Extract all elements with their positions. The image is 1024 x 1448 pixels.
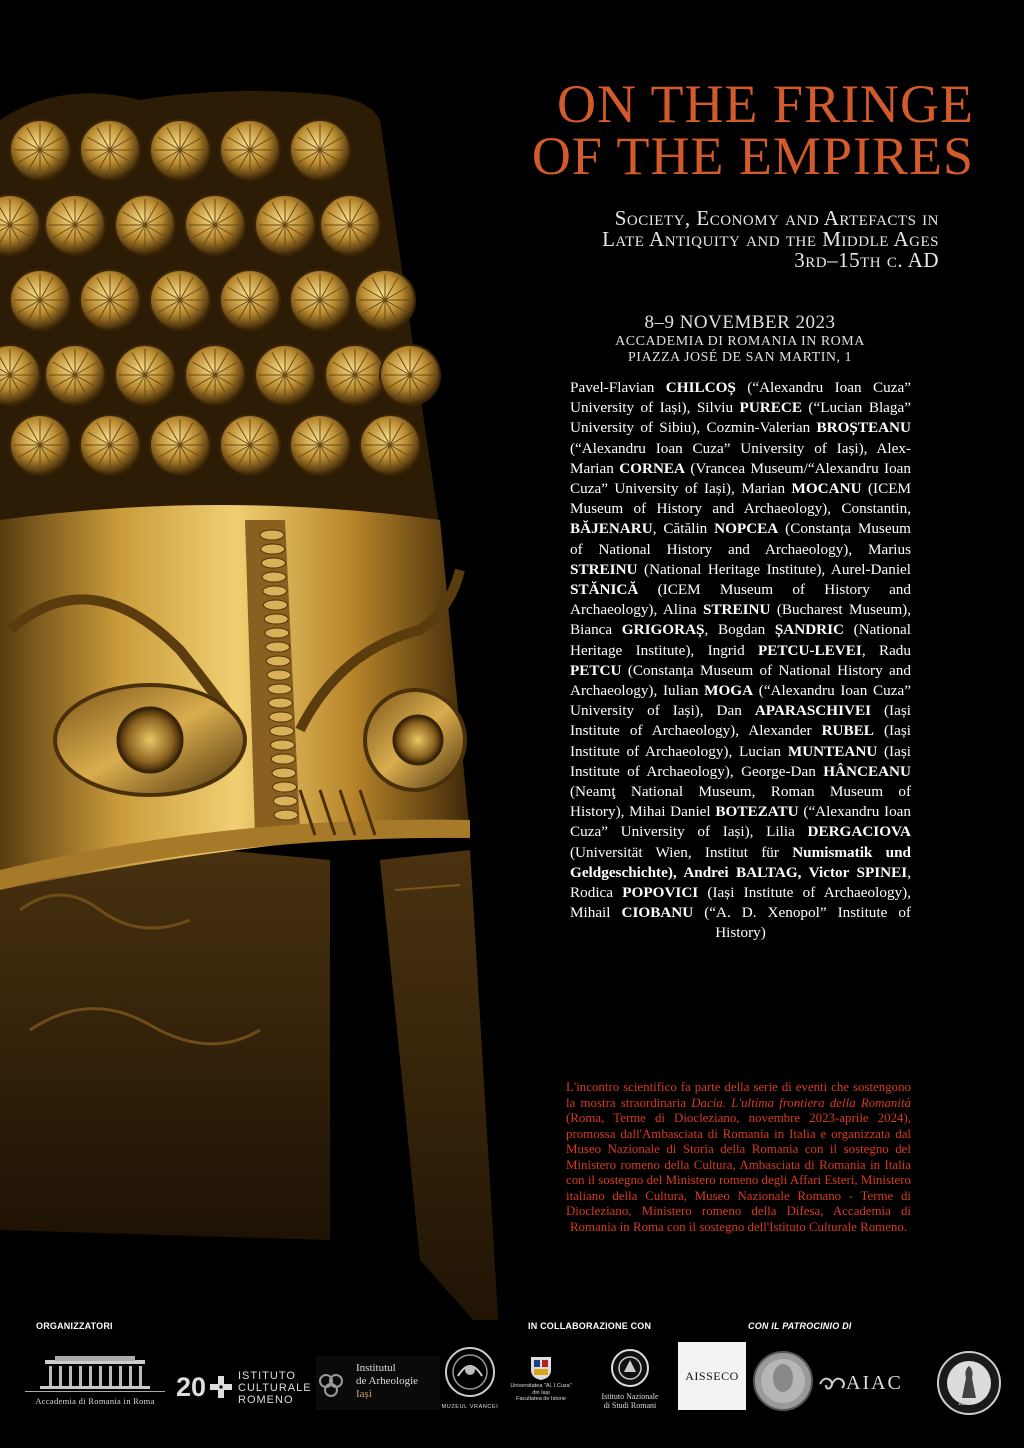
accademia-building-icon	[25, 1354, 165, 1394]
title-line-2: OF THE EMPIRES	[531, 126, 974, 186]
speaker-surname: STĂNICĂ	[570, 581, 639, 599]
coin-logo	[752, 1350, 814, 1412]
conference-subtitle	[419, 208, 939, 271]
strip-bead	[271, 740, 295, 750]
speaker-surname: PETCU	[570, 661, 622, 679]
organizers-label: ORGANIZZATORI	[36, 1321, 113, 1331]
icr-text	[238, 1370, 312, 1406]
speaker-affiliation: ,	[861, 641, 879, 659]
arheologie-line-3: Iași	[356, 1388, 372, 1400]
strip-bead	[264, 600, 288, 610]
speaker-surname: DERGACIOVA	[807, 823, 911, 841]
speaker-given-name: Bianca	[570, 621, 622, 639]
speaker-surname: NOPCEA	[714, 520, 779, 538]
collaboration-label: IN COLLABORAZIONE CON	[528, 1321, 652, 1331]
isr-line-2: di Studi Romani	[603, 1401, 657, 1410]
strip-bead	[262, 572, 286, 582]
speaker-affiliation: (Iași Institute of Archaeology),	[570, 742, 911, 780]
accademia-logo-text: Accademia di Romania in Roma	[35, 1396, 155, 1406]
speaker-list	[570, 378, 911, 944]
speaker-affiliation: (Constanța Museum of National History and Archaeology),	[570, 661, 911, 700]
vrancei-logo	[440, 1346, 500, 1416]
speaker-surname: POPOVICI	[622, 884, 699, 902]
speaker-surname: BĂJENARU	[570, 520, 653, 538]
isr-seal-icon	[610, 1348, 650, 1388]
event-info	[580, 312, 900, 366]
speaker-given-name: Aurel-Daniel	[830, 560, 911, 578]
speaker-given-name: Alex-Marian	[570, 439, 911, 477]
speaker-surname: CHILCOȘ	[665, 379, 736, 396]
speaker-affiliation: (National Heritage Institute),	[637, 560, 831, 578]
isr-text	[590, 1392, 670, 1410]
speaker-given-name: Cozmin-Valerian	[706, 419, 817, 437]
speaker-surname: MOGA	[704, 682, 754, 700]
strip-bead	[266, 642, 290, 652]
icr-number: 20	[176, 1372, 207, 1402]
uaic-crest-icon	[530, 1356, 552, 1380]
gold-helmet-image	[0, 90, 560, 1320]
speaker-affiliation: (Iași Institute of Archaeology),	[570, 702, 911, 740]
speaker-given-name: Mihail	[570, 904, 622, 922]
strip-bead	[268, 684, 292, 694]
speaker-affiliation: (Vrancea Museum/“Alexandru Ioan Cuza” University of Iași),	[570, 459, 911, 498]
speaker-surname: STREINU	[570, 560, 638, 578]
arheologie-line-2: de Arheologie	[356, 1375, 419, 1387]
speaker-affiliation: (Neamţ National Museum, Roman Museum of History),	[570, 783, 911, 821]
strip-bead	[263, 586, 287, 596]
strip-bead	[264, 614, 288, 624]
speaker-surname: Numismatik und Geldgeschichte), Andrei BALTAG, Victor SPINEI	[570, 843, 911, 881]
icr-line-3: ROMENO	[238, 1394, 294, 1406]
aiac-text: AIAC	[846, 1372, 903, 1394]
speaker-given-name: Alexander	[748, 722, 822, 740]
uaic-logo	[506, 1356, 576, 1412]
speaker-affiliation: (Iași Institute of Archaeology),	[698, 884, 911, 902]
subtitle-line-1: Society, Economy and Artefacts in	[614, 206, 939, 230]
speaker-given-name: Alina	[662, 601, 703, 619]
speaker-affiliation: (“Alexandru Ioan Cuza” University of Iași),	[570, 803, 911, 841]
strip-bead	[266, 656, 290, 666]
strip-bead	[274, 810, 298, 820]
speaker-given-name: Ingrid	[707, 641, 758, 659]
isr-logo	[590, 1348, 670, 1414]
strip-bead	[272, 768, 296, 778]
speaker-affiliation: ,	[907, 863, 911, 881]
title-line-1: ON THE FRINGE	[557, 74, 974, 134]
speaker-given-name: Lilia	[766, 823, 808, 841]
strip-bead	[270, 726, 294, 736]
speaker-given-name: Rodica	[570, 884, 623, 902]
speaker-given-name: Cătălin	[663, 520, 715, 538]
speaker-given-name: Lucian	[738, 742, 788, 760]
aisseco-text: AISSECO	[685, 1369, 739, 1383]
strip-bead	[261, 544, 285, 554]
speaker-affiliation: (Constanța Museum of National History and Archaeology),	[570, 520, 911, 558]
event-date: 8–9 NOVEMBER 2023	[644, 312, 836, 333]
icr-emblem-icon	[210, 1376, 232, 1398]
patronage-label: CON IL PATROCINIO DI	[748, 1321, 852, 1331]
accademia-logo	[25, 1354, 165, 1410]
subtitle-line-3: 3rd–15th c. AD	[794, 248, 939, 272]
subtitle-line-2: Late Antiquity and the Middle Ages	[602, 227, 939, 251]
speaker-surname: RUBEL	[821, 722, 874, 740]
strip-bead	[273, 782, 297, 792]
speaker-given-name: Mihai Daniel	[629, 803, 716, 821]
speaker-surname: PURECE	[739, 399, 802, 417]
speaker-surname: MOCANU	[791, 480, 862, 498]
speaker-surname: CIOBANU	[621, 904, 694, 922]
uaic-text	[506, 1383, 576, 1403]
speaker-affiliation: (ICEM Museum of History and Archaeology),	[570, 480, 912, 518]
event-venue: ACCADEMIA DI ROMANIA IN ROMA	[615, 334, 865, 349]
speaker-given-name: Silviu	[696, 399, 740, 417]
icr-logo	[176, 1370, 316, 1406]
speaker-given-name: Marius	[867, 540, 911, 558]
speaker-affiliation: (“Alexandru Ioan Cuza” University of Iași),	[570, 439, 877, 457]
speaker-surname: BROȘTEANU	[816, 419, 911, 437]
arheologie-text	[356, 1362, 418, 1401]
strip-bead	[267, 670, 291, 680]
event-address: PIAZZA JOSÉ DE SAN MARTIN, 1	[628, 350, 852, 365]
speaker-surname: STREINU	[702, 601, 771, 619]
speaker-surname: HÂNCEANU	[823, 762, 911, 780]
arheologie-logo	[316, 1356, 440, 1410]
uaic-line-1: Universitatea "Al. I.Cuza"	[510, 1383, 572, 1389]
strip-bead	[265, 628, 289, 638]
strip-bead	[269, 712, 293, 722]
speaker-affiliation: (Universität Wien, Institut für	[570, 843, 793, 861]
uaic-line-3: Facultatea de Istorie	[516, 1396, 566, 1402]
speaker-affiliation: (National Heritage Institute),	[570, 621, 911, 659]
speaker-surname: MUNTEANU	[787, 742, 878, 760]
speaker-given-name: Iulian	[663, 682, 705, 700]
strip-bead	[261, 558, 285, 568]
speaker-given-name: George-Dan	[741, 762, 824, 780]
aisseco-logo	[678, 1342, 746, 1410]
uaic-line-2: din Iași	[532, 1389, 550, 1396]
speaker-surname: BOTEZATU	[715, 803, 799, 821]
speaker-affiliation: ,	[652, 520, 664, 538]
aiac-wave-icon	[818, 1372, 846, 1394]
aiac-logo	[818, 1368, 918, 1398]
strip-bead	[273, 796, 297, 806]
speaker-affiliation: (“A. D. Xenopol” Institute of History)	[693, 904, 911, 942]
speaker-affiliation: ,	[704, 621, 718, 639]
note-text-2: (Roma, Terme di Diocleziano, novembre 2023-aprile 2024), promossa dall'Ambasciata di Romania in Italia e organizzata dal Museo Nazionale di Storia della Romania con il sostegno del Ministero romeno della Cultura, Ambasciata di Romania in Italia con il sostegno del Ministero romeno degli Affari Esteri, Ministero italiano della Cultura, Museo Nazionale Romano - Terme di Diocleziano, Ministero romeno della Difesa, Accademia di Romania in Roma con il sostegno dell'Istituto Culturale Romeno.	[566, 1111, 911, 1234]
speaker-affiliation: (“Lucian Blaga” University of Sibiu),	[570, 399, 911, 437]
speaker-given-name: Dan	[716, 702, 755, 720]
speaker-given-name: Radu	[878, 641, 911, 659]
speaker-affiliation: (“Alexandru Ioan Cuza” University of Iași),	[570, 379, 911, 417]
exhibition-title: Dacia. L'ultima frontiera della Romanità	[691, 1095, 911, 1110]
vrancei-text: MUZEUL VRANCEI	[441, 1404, 499, 1410]
speaker-affiliation: (Iași Institute of Archaeology),	[570, 722, 911, 760]
speaker-surname: ȘANDRIC	[774, 621, 845, 639]
academy-seal-year: 1866	[958, 1401, 972, 1407]
speaker-surname: CORNEA	[619, 459, 686, 477]
speaker-given-name: Marian	[741, 480, 792, 498]
arheologie-line-1: Institutul	[356, 1362, 396, 1374]
speaker-given-name: Bogdan	[717, 621, 775, 639]
vrancei-seal-icon	[440, 1346, 500, 1402]
coin-icon	[752, 1350, 814, 1412]
strip-bead	[260, 530, 284, 540]
icr-line-2: CULTURALE	[238, 1382, 312, 1394]
speaker-given-name: Constantin,	[841, 500, 911, 518]
speaker-surname: APARASCHIVEI	[754, 702, 871, 720]
academy-seal-logo	[936, 1350, 1002, 1416]
speaker-surname: GRIGORAȘ	[621, 621, 705, 639]
exhibition-note	[566, 1080, 911, 1235]
speaker-surname: PETCU-LEVEI	[758, 641, 862, 659]
isr-line-1: Istituto Nazionale	[601, 1392, 659, 1401]
icr-line-1: ISTITUTO	[238, 1370, 296, 1382]
speaker-affiliation: (Bucharest Museum),	[770, 601, 911, 619]
strip-bead	[271, 754, 295, 764]
speaker-affiliation: (ICEM Museum of History and Archaeology),	[570, 581, 911, 619]
strip-bead	[268, 698, 292, 708]
speaker-affiliation: (“Alexandru Ioan Cuza” University of Iași),	[570, 682, 911, 720]
conference-title	[454, 74, 974, 186]
note-text-1: L'incontro scientifico fa parte della serie di eventi che sostengono la mostra straordinaria	[566, 1080, 911, 1110]
speaker-given-name: Pavel-Flavian	[570, 379, 666, 396]
triskelion-icon	[318, 1372, 344, 1398]
